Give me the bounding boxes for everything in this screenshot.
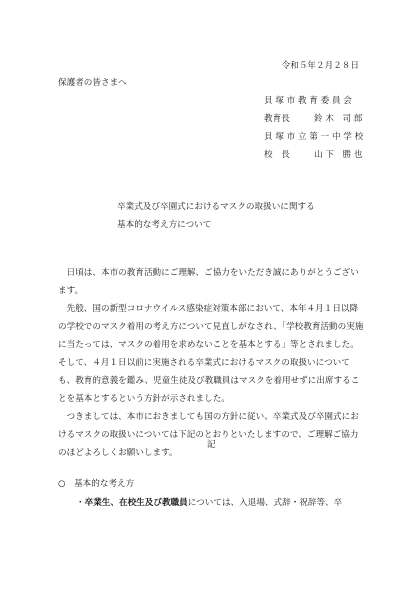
- bullet-bold-text: 卒業生、在校生及び教職員: [84, 498, 188, 508]
- sender-row: [264, 115, 362, 124]
- sender-name: 山 下 勝 也: [314, 150, 363, 160]
- sender-role: 校 長: [264, 150, 290, 160]
- sender-name: 貝 塚 市 立 第 一 中 学 校: [264, 132, 364, 142]
- paragraph: 先般、国の新型コロナウイルス感染症対策本部において、本年４月１日以降の学校でのマスク着用の考え方について見直しがなされ、「学校教育活動の実施に当たっては、マスクの着用を求めないことを基本とする」等とされました。そして、４月１日以前に実施される卒業式におけるマスクの取扱いについても、教育的意義を鑑み、児童生徒及び教職員はマスクを着用せずに出席することを基本とするという方針が示されました。: [58, 304, 364, 404]
- body-paragraphs: [58, 264, 364, 462]
- bullet-marker: ・: [76, 498, 85, 508]
- title-line: 卒業式及び卒園式におけるマスクの取扱いに関する: [117, 202, 315, 212]
- sender-row: [264, 133, 363, 142]
- title-line: 基本的な考え方について: [117, 220, 212, 230]
- section-heading: ○ 基本的な考え方: [58, 479, 135, 489]
- sender-name: 鈴 木 司 郎: [314, 114, 363, 124]
- bullet-text: については、入退場、式辞・祝辞等、卒: [187, 498, 343, 508]
- sender-row: [264, 151, 362, 160]
- recipient: 保護者の皆さまへ: [58, 78, 127, 88]
- paragraph: 日頃は、本市の教育活動にご理解、ご協力をいただき誠にありがとうございます。: [58, 268, 359, 296]
- sender-role: 教育長: [264, 114, 290, 124]
- sender-row: [264, 97, 352, 106]
- bullet-item: [76, 499, 342, 508]
- sender-name: 貝 塚 市 教 育 委 員 会: [264, 96, 352, 106]
- date: 令和５年２月２８日: [281, 61, 359, 71]
- ki-heading: 記: [207, 440, 216, 450]
- paragraph: つきましては、本市におきましても国の方針に従い、卒業式及び卒園式におけるマスクの取扱いについては下記のとおりといたしますので、ご理解ご協力のほどよろしくお願いします。: [58, 412, 359, 458]
